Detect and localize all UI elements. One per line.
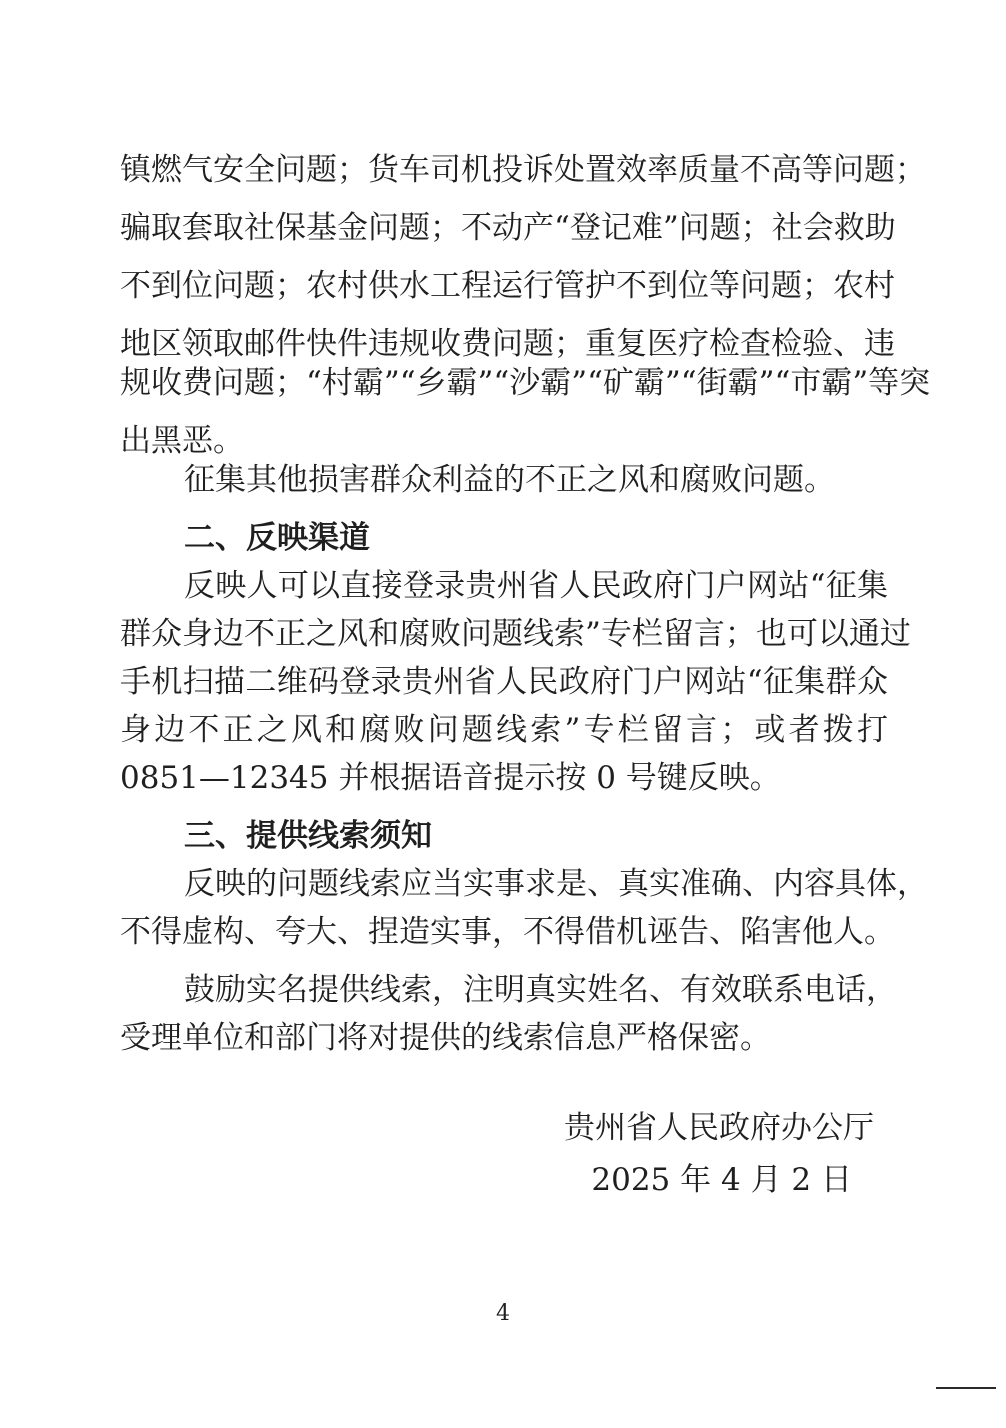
paragraph-line: 反映的问题线索应当实事求是、真实准确、内容具体， <box>184 866 928 902</box>
body-line: 手机扫描二维码登录贵州省人民政府门户网站“征集群众 <box>120 664 888 700</box>
body-line: 受理单位和部门将对提供的线索信息严格保密。 <box>120 1020 771 1056</box>
body-line: 骗取套取社保基金问题；不动产“登记难”问题；社会救助 <box>120 210 896 246</box>
body-line: 镇燃气安全问题；货车司机投诉处置效率质量不高等问题； <box>120 152 926 188</box>
paragraph-line: 鼓励实名提供线索，注明真实姓名、有效联系电话， <box>184 972 897 1008</box>
body-line: 身边不正之风和腐败问题线索”专栏留言；或者拨打 <box>120 712 888 748</box>
body-line: 出黑恶。 <box>120 423 244 459</box>
body-line: 不得虚构、夸大、捏造实事，不得借机诬告、陷害他人。 <box>120 914 895 950</box>
paragraph-line: 征集其他损害群众利益的不正之风和腐败问题。 <box>184 462 835 498</box>
body-line: 不到位问题；农村供水工程运行管护不到位等问题；农村 <box>120 268 895 304</box>
page-number: 4 <box>496 1301 510 1326</box>
section-heading: 二、反映渠道 <box>184 520 370 556</box>
scan-edge-mark <box>936 1387 996 1389</box>
body-line: 规收费问题；“村霸”“乡霸”“沙霸”“矿霸”“街霸”“市霸”等突 <box>120 365 931 401</box>
body-line: 群众身边不正之风和腐败问题线索”专栏留言；也可以通过 <box>120 616 911 652</box>
paragraph-line: 反映人可以直接登录贵州省人民政府门户网站“征集 <box>184 568 888 604</box>
section-heading: 三、提供线索须知 <box>184 818 432 854</box>
signing-organization: 贵州省人民政府办公厅 <box>564 1110 874 1146</box>
signing-date: 2025 年 4 月 2 日 <box>591 1162 852 1198</box>
body-line: 0851—12345 并根据语音提示按 0 号键反映。 <box>120 760 781 796</box>
body-line: 地区领取邮件快件违规收费问题；重复医疗检查检验、违 <box>120 326 895 362</box>
